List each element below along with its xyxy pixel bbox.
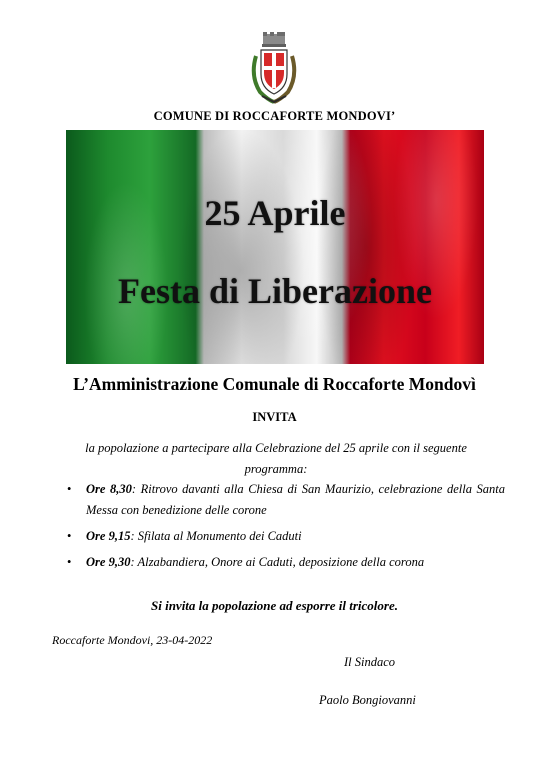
place-date: Roccaforte Mondovi, 23-04-2022 — [52, 633, 213, 647]
program-separator: : — [130, 555, 138, 569]
list-item — [65, 479, 505, 521]
list-item — [65, 552, 505, 573]
signer-title: Il Sindaco — [344, 655, 396, 669]
invita-heading: INVITA — [252, 410, 297, 424]
italian-flag-banner — [66, 130, 484, 364]
banner-title-event: Festa di Liberazione — [118, 271, 432, 311]
program-time: Ore 9,15 — [86, 529, 131, 543]
program-text: Sfilata al Monumento dei Caduti — [137, 529, 302, 543]
program-separator: : — [130, 529, 138, 543]
signer-name: Paolo Bongiovanni — [319, 693, 416, 707]
program-list — [65, 479, 505, 578]
program-time: Ore 8,30 — [86, 482, 132, 496]
program-text: Alzabandiera, Onore ai Caduti, deposizione della corona — [137, 555, 425, 569]
banner-title-date: 25 Aprile — [204, 193, 346, 233]
list-item — [65, 526, 505, 547]
bullet-icon: • — [67, 482, 72, 496]
issuer-heading: L’Amministrazione Comunale di Roccaforte Mondovì — [73, 374, 476, 394]
municipality-name: COMUNE DI ROCCAFORTE MONDOVI’ — [153, 109, 396, 123]
program-text: Ritrovo davanti alla Chiesa di San Maurizio, celebrazione della Santa Messa con benedizione delle corone — [86, 482, 505, 517]
municipal-coat-of-arms-icon — [248, 32, 300, 106]
program-time: Ore 9,30 — [86, 555, 131, 569]
bullet-icon: • — [67, 529, 72, 543]
bullet-icon: • — [67, 555, 72, 569]
flag-appeal: Si invita la popolazione ad esporre il tricolore. — [150, 598, 398, 613]
invitation-intro: la popolazione a partecipare alla Celebrazione del 25 aprile con il seguente programma: — [85, 441, 467, 476]
program-separator: : — [131, 482, 141, 496]
